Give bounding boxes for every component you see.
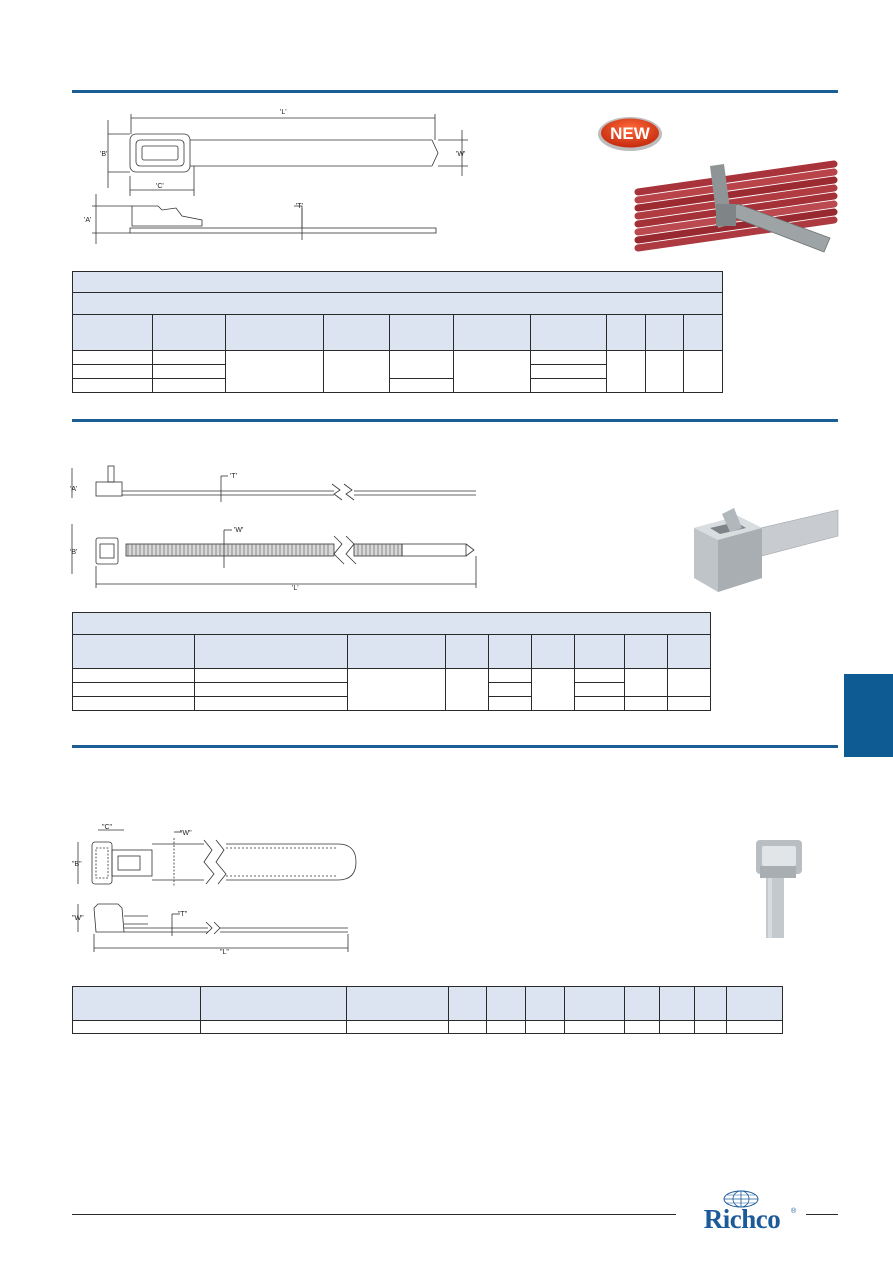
section-2-rule (72, 419, 838, 422)
table-header-cell (347, 635, 446, 669)
section-1-rule (72, 90, 838, 93)
table-header-cell (668, 635, 711, 669)
section-side-tab (844, 674, 893, 757)
table-header-cell (73, 987, 201, 1021)
new-badge-label: NEW (610, 124, 650, 143)
table-1-subtitle-row (73, 293, 723, 315)
table-header-cell (153, 315, 225, 351)
dim-label-b: 'B' (100, 151, 108, 158)
dim-label-l: 'L' (280, 109, 287, 116)
section-1-spec-table (72, 271, 723, 393)
table-header-cell (195, 635, 347, 669)
table-header-cell (574, 635, 625, 669)
logo-wordmark: Richco (703, 1204, 781, 1234)
dim-label-a: 'A' (84, 217, 92, 224)
dim-label-b: 'B' (70, 549, 78, 556)
dim-label-t: "T" (178, 911, 188, 918)
section-1-drawing (72, 100, 472, 250)
dim-label-w: 'W' (456, 151, 466, 158)
table-header-cell (659, 987, 694, 1021)
table-header-cell (200, 987, 346, 1021)
table-row (73, 1021, 783, 1034)
table-header-cell (390, 315, 454, 351)
registered-mark: ® (791, 1208, 797, 1215)
dim-label-t: 'T' (296, 203, 303, 210)
table-1-title-row (73, 272, 723, 293)
table-header-cell (727, 987, 783, 1021)
table-header-cell (530, 315, 606, 351)
dim-label-l: 'L' (292, 585, 299, 592)
table-2-title-row (73, 613, 711, 635)
table-header-cell (489, 635, 532, 669)
table-header-cell (73, 635, 195, 669)
section-2-drawing (66, 458, 486, 592)
section-3-drawing (68, 820, 368, 960)
footer-rule-left (72, 1214, 676, 1215)
section-3-spec-table (72, 986, 783, 1034)
table-header-cell (564, 987, 624, 1021)
table-header-cell (446, 635, 489, 669)
table-row (73, 351, 723, 365)
table-header-cell (454, 315, 530, 351)
dim-label-height: "W" (72, 915, 84, 922)
dim-label-w: "W" (180, 830, 192, 837)
table-header-cell (606, 315, 645, 351)
table-header-cell (487, 987, 526, 1021)
table-header-cell (645, 315, 684, 351)
dim-label-a: 'A' (70, 486, 78, 493)
table-header-cell (694, 987, 727, 1021)
richco-logo (684, 1190, 800, 1236)
dim-label-t: 'T' (230, 473, 237, 480)
dim-label-l: "L" (220, 949, 229, 956)
table-header-cell (625, 635, 668, 669)
dim-label-c: 'C' (156, 183, 164, 190)
dim-label-c: "C" (102, 824, 113, 831)
table-header-cell (346, 987, 448, 1021)
table-header-cell (73, 315, 153, 351)
dim-label-w: 'W' (234, 527, 244, 534)
tie-head-photo (682, 480, 840, 592)
section-3-rule (72, 745, 838, 748)
table-header-cell (625, 987, 660, 1021)
table-header-cell (323, 315, 389, 351)
dim-label-b: "B" (72, 861, 82, 868)
table-header-cell (526, 987, 565, 1021)
table-header-cell (448, 987, 487, 1021)
footer-rule-right (806, 1214, 838, 1215)
new-badge (596, 115, 664, 153)
table-header-cell (225, 315, 323, 351)
cable-bundle-photo (634, 152, 838, 258)
releasable-tie-photo (746, 834, 808, 938)
section-2-spec-table (72, 612, 711, 711)
table-row (73, 669, 711, 683)
table-header-cell (684, 315, 723, 351)
table-header-cell (531, 635, 574, 669)
